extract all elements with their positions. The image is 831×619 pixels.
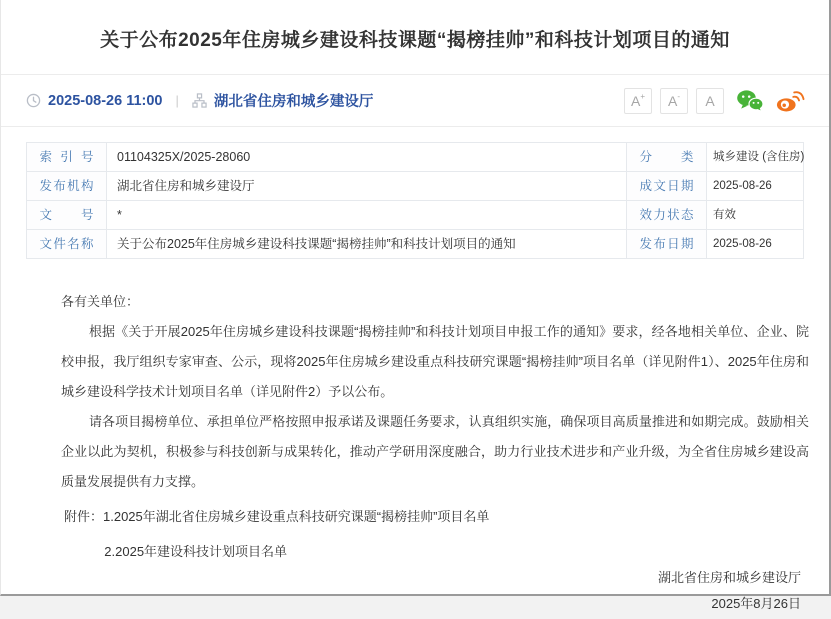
validity-status-label: 效力状态 (627, 201, 707, 230)
sitemap-icon (192, 93, 207, 108)
font-decrease-label: A (667, 92, 678, 109)
doc-title-label: 文件名称 (27, 230, 107, 259)
index-number-value: 01104325X/2025-28060 (107, 143, 627, 172)
doc-title-value: 关于公布2025年住房城乡建设科技课题“揭榜挂帅”和科技计划项目的通知 (107, 230, 627, 259)
meta-separator: | (175, 93, 179, 108)
font-increase-label: A (630, 92, 641, 109)
issuing-agency-label: 发布机构 (27, 172, 107, 201)
font-decrease-button[interactable] (660, 88, 688, 114)
validity-status-value: 有效 (707, 201, 804, 230)
doc-number-label: 文号 (27, 201, 107, 230)
signature-date: 2025年8月26日 (711, 596, 801, 611)
meta-actions (616, 88, 804, 114)
publish-date-label: 发布日期 (627, 230, 707, 259)
font-increase-button[interactable] (624, 88, 652, 114)
table-row (27, 230, 804, 259)
body-paragraph: 根据《关于开展2025年住房城乡建设科技课题“揭榜挂帅”和科技计划项目申报工作的通知》要求，经各地相关单位、企业、院校申报，我厅组织专家审查、公示，现将2025年住房城乡建设重点科技研究课题“揭榜挂帅”项目名单（详见附件1）、2025年住房和城乡建设科学技术计划项目名单（详见附件2）予以公布。 (61, 324, 809, 399)
table-row (27, 172, 804, 201)
written-date-label: 成文日期 (627, 172, 707, 201)
document-info-table (26, 142, 804, 259)
wechat-share-icon[interactable] (736, 89, 764, 113)
index-number-label: 索引号 (27, 143, 107, 172)
font-reset-label: A (705, 92, 715, 109)
salutation: 各有关单位： (61, 294, 140, 309)
written-date-value: 2025-08-26 (707, 172, 804, 201)
issuing-agency-value: 湖北省住房和城乡建设厅 (107, 172, 627, 201)
meta-bar (1, 75, 829, 126)
table-row (27, 143, 804, 172)
attachment-item-2: 2.2025年建设科技计划项目名单 (104, 544, 288, 559)
publish-date-value: 2025-08-26 (707, 230, 804, 259)
source-link[interactable]: 湖北省住房和城乡建设厅 (213, 94, 374, 110)
doc-number-value: * (107, 201, 627, 230)
meta-divider (1, 126, 829, 127)
font-increase-sup: + (640, 91, 645, 101)
category-value: 城乡建设 (含住房) (707, 143, 804, 172)
document-body (61, 287, 823, 619)
page-title: 关于公布2025年住房城乡建设科技课题“揭榜挂帅”和科技计划项目的通知 (100, 30, 730, 51)
meta-left (26, 90, 616, 111)
category-label: 分类 (627, 143, 707, 172)
publish-datetime: 2025-08-26 11:00 (48, 92, 163, 109)
signature-org: 湖北省住房和城乡建设厅 (657, 570, 801, 585)
weibo-share-icon[interactable] (776, 89, 804, 113)
body-paragraph: 请各项目揭榜单位、承担单位严格按照申报承诺及课题任务要求，认真组织实施，确保项目高质量推进和如期完成。鼓励相关企业以此为契机，积极参与科技创新与成果转化，推动产学研用深度融合，助力行业技术进步和产业升级，为全省住房城乡建设高质量发展提供有力支撑。 (61, 414, 809, 489)
table-row (27, 201, 804, 230)
font-decrease-sup: - (677, 91, 680, 101)
attachment-item-1: 附件：1.2025年湖北省住房城乡建设重点科技研究课题“揭榜挂帅”项目名单 (64, 509, 490, 524)
font-reset-button[interactable] (696, 88, 724, 114)
clock-icon (26, 93, 41, 108)
